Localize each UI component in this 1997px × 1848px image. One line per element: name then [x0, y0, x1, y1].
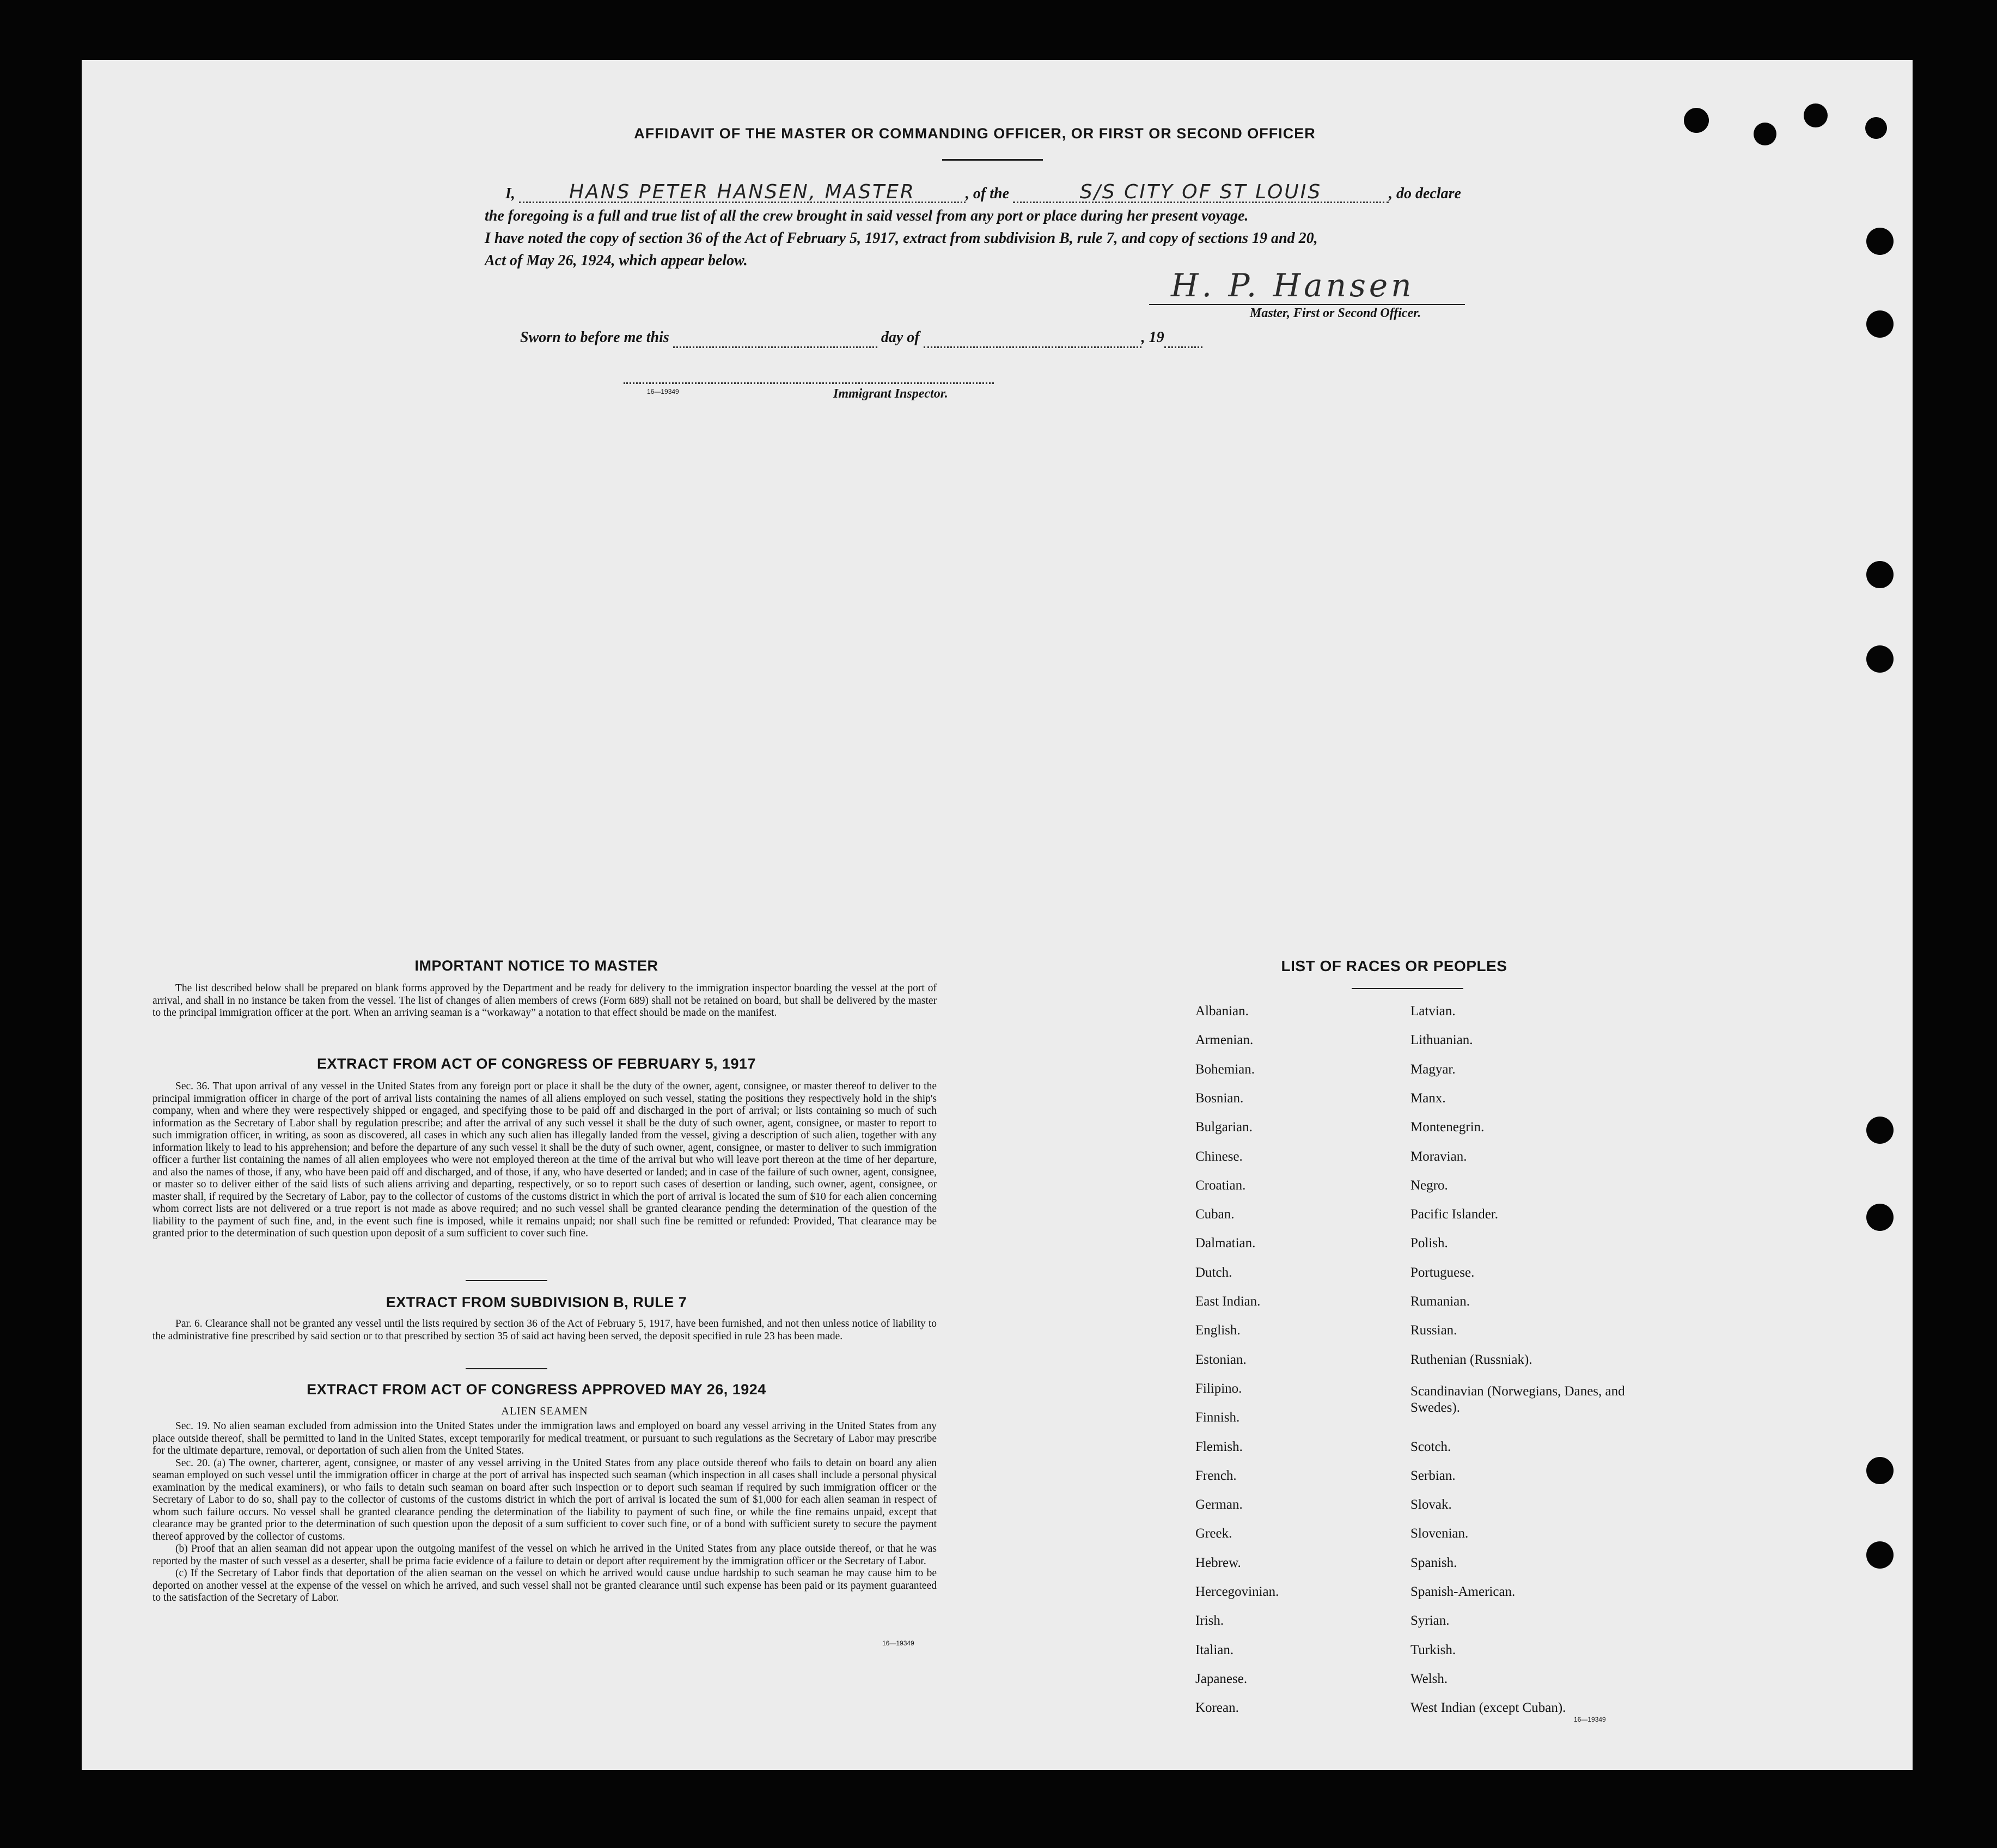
punch-hole	[1866, 645, 1894, 673]
race-item: Lithuanian.	[1410, 1033, 1473, 1048]
race-item: Armenian.	[1195, 1033, 1254, 1048]
punch-hole	[1866, 561, 1894, 588]
day-of-label: day of	[881, 329, 920, 346]
race-item: Dalmatian.	[1195, 1236, 1256, 1251]
race-item: Filipino.	[1195, 1381, 1242, 1396]
race-item: Finnish.	[1195, 1410, 1240, 1425]
race-item: Irish.	[1195, 1613, 1224, 1629]
inspector-signature-line	[624, 382, 994, 384]
punch-hole	[1754, 123, 1776, 145]
race-item: East Indian.	[1195, 1294, 1261, 1309]
race-item: Flemish.	[1195, 1439, 1243, 1454]
extract-1917-title: EXTRACT FROM ACT OF CONGRESS OF FEBRUARY 5, 1917	[316, 1056, 756, 1072]
race-item: Hercegovinian.	[1195, 1584, 1279, 1599]
punch-hole	[1866, 310, 1894, 338]
race-item: Spanish.	[1410, 1555, 1457, 1570]
section-20c-paragraph: (c) If the Secretary of Labor finds that deportation of the alien seaman on the vessel on which he arrived would cause undue hardship to such seaman he may cause him to be deported on another vessel at the expense of the vessel on which he arrived, and such vessel shall not be granted clearance until such expense has been paid or its payment guaranteed to the satisfaction of the Secretary of Labor.	[152, 1568, 937, 1603]
act-1924-title: EXTRACT FROM ACT OF CONGRESS APPROVED MAY 26, 1924	[307, 1381, 766, 1398]
race-item: German.	[1195, 1497, 1243, 1512]
race-item: Negro.	[1410, 1178, 1448, 1193]
master-signature: H. P. Hansen	[1171, 267, 1415, 304]
race-item: Bulgarian.	[1195, 1120, 1253, 1135]
inspector-caption: Immigrant Inspector.	[833, 387, 948, 401]
race-item: Hebrew.	[1195, 1555, 1241, 1570]
race-item: Serbian.	[1410, 1468, 1456, 1483]
form-number: 16—19349	[882, 1639, 914, 1647]
race-item: Pacific Islander.	[1410, 1207, 1499, 1222]
signature-line	[1149, 304, 1465, 305]
race-item: Japanese.	[1195, 1671, 1248, 1686]
par-6-paragraph: Par. 6. Clearance shall not be granted any vessel until the lists required by section 36 of the Act of February 5, 1917, have been furnished, and not then unless notice of liability to the administrative fine prescribed by said section or to that prescribed by section 35 of said act having been served, the deposit specified in rule 23 has been made.	[152, 1318, 937, 1342]
race-item: Croatian.	[1195, 1178, 1246, 1193]
race-item: Manx.	[1410, 1090, 1446, 1106]
declaration-of-the: , of the	[965, 185, 1010, 202]
race-item: Italian.	[1195, 1642, 1234, 1657]
divider	[466, 1368, 547, 1369]
section-19-paragraph: Sec. 19. No alien seaman excluded from admission into the United States under the immigration laws and employed on board any vessel arriving in the United States from any place outside thereof, shall be permitted to land in the United States, except temporarily for medical treatment, or pursuant to such regulations as the Secretary of Labor may prescribe for the ultimate departure, removal, or deportation of such alien from the United States.	[152, 1420, 937, 1456]
race-item: French.	[1195, 1468, 1237, 1483]
section-20b-paragraph: (b) Proof that an alien seaman did not appear upon the outgoing manifest of the vessel on which he arrived in the United States from any place outside thereof, or that he was reported by the master of such vessel as a deserter, shall be prima facie evidence of a failure to detain or deport after requirement by the immigration officer or the Secretary of Labor.	[152, 1543, 937, 1567]
sworn-year-field[interactable]	[1164, 329, 1202, 348]
race-item: Bohemian.	[1195, 1062, 1255, 1077]
race-item: Ruthenian (Russniak).	[1410, 1352, 1532, 1367]
notice-body	[152, 983, 937, 1020]
declaration-i: I,	[505, 185, 515, 202]
race-item: Latvian.	[1410, 1004, 1456, 1018]
notice-title: IMPORTANT NOTICE TO MASTER	[414, 957, 658, 974]
punch-hole	[1865, 117, 1887, 139]
affidavit-declaration	[485, 182, 1509, 272]
declaration-do-declare: , do declare	[1389, 185, 1461, 202]
race-item: Scandinavian (Norwegians, Danes, and Swedes).	[1410, 1383, 1625, 1415]
races-title: LIST OF RACES OR PEOPLES	[1281, 957, 1507, 974]
alien-seamen-subtitle: ALIEN SEAMEN	[501, 1405, 588, 1417]
race-item: Greek.	[1195, 1526, 1232, 1541]
race-item: Syrian.	[1410, 1613, 1450, 1629]
race-item: Chinese.	[1195, 1149, 1243, 1164]
act-1924-body	[152, 1420, 937, 1605]
declaration-line-2: the foregoing is a full and true list of all the crew brought in said vessel from any port or place during her present voyage.	[485, 208, 1249, 224]
race-item: Korean.	[1195, 1700, 1239, 1716]
form-number: 16—19349	[1574, 1716, 1606, 1723]
sworn-month-field[interactable]	[924, 329, 1141, 348]
punch-hole	[1804, 103, 1828, 127]
races-title-divider	[1352, 988, 1463, 989]
affidavit-title: AFFIDAVIT OF THE MASTER OR COMMANDING OFFICER, OR FIRST OR SECOND OFFICER	[634, 125, 1316, 142]
declaration-line-3: I have noted the copy of section 36 of the Act of February 5, 1917, extract from subdivision B, rule 7, and copy of sections 19 and 20,	[485, 230, 1318, 247]
race-item: Estonian.	[1195, 1352, 1247, 1367]
master-name-field[interactable]: HANS PETER HANSEN, MASTER	[519, 183, 966, 203]
notice-paragraph: The list described below shall be prepared on blank forms approved by the Department and be ready for delivery to the immigration inspector boarding the vessel at the port of arrival, and shall in no instance be taken from the vessel. The list of changes of alien members of crews (Form 689) shall not be retained on board, but shall be delivered by the master to the principal immigration officer at the port. When an arriving seaman is a “workaway” a notation to that effect should be made on the manifest.	[152, 983, 937, 1018]
race-item: Spanish-American.	[1410, 1584, 1516, 1599]
race-item: Portuguese.	[1410, 1265, 1475, 1280]
declaration-line-4: Act of May 26, 1924, which appear below.	[485, 252, 748, 269]
rule7-title: EXTRACT FROM SUBDIVISION B, RULE 7	[386, 1294, 687, 1310]
punch-hole	[1866, 1457, 1894, 1484]
punch-hole	[1866, 1204, 1894, 1231]
vessel-name-field[interactable]: S/S CITY OF ST LOUIS	[1013, 183, 1389, 203]
race-item: Slovenian.	[1410, 1526, 1469, 1541]
race-item: English.	[1195, 1323, 1241, 1338]
race-item: Dutch.	[1195, 1265, 1232, 1280]
section-36-paragraph: Sec. 36. That upon arrival of any vessel in the United States from any foreign port or place it shall be the duty of the owner, agent, consignee, or master thereof to deliver to the principal immigration officer in charge of the port of arrival lists containing the names of all aliens employed on such vessel, stating the positions they respectively hold in the ship's company, when and where they were respectively shipped or engaged, and specifying those to be paid off and discharged in the port of arrival; or lists containing so much of such information as the Secretary of Labor shall by regulation prescribe; and after the arrival of any such vessel it shall be the duty of such owner, agent, consignee, or master to report to such immigration officer, in writing, as soon as discovered, all cases in which any such alien has illegally landed from the vessel, giving a description of such alien, together with any information likely to lead to his apprehension; and before the departure of any such vessel it shall be the duty of such owner, agent, consignee, or master to deliver to such immigration officer a further list containing the names of all alien employees who were not employed thereon at the time of the arrival but who will leave port thereon at the time of her departure, and also the names of those, if any, who have been paid off and discharged, and of those, if any, who have deserted or landed; and in case of the failure of such owner, agent, consignee, or master so to deliver either of the said lists of such aliens arriving and departing, respectively, or so to report such cases of desertion or landing, such owner, agent, consignee, or master shall, if required by the Secretary of Labor, pay to the collector of customs of the customs district in which the port of arrival is located the sum of $10 for each alien concerning whom correct lists are not delivered or a true report is not made as above required; and no such vessel shall be granted clearance pending the determination of the question of the liability to the payment of such fine, and, in the event such fine is imposed, while it remains unpaid; nor shall such fine be remitted or refunded: Provided, That clearance may be granted prior to the determination of such question upon deposit of a sum sufficient to cover such fine.	[152, 1081, 937, 1239]
race-item: Turkish.	[1410, 1642, 1456, 1657]
sworn-day-field[interactable]	[673, 329, 877, 348]
race-item: Albanian.	[1195, 1004, 1249, 1018]
extract-1917-body	[152, 1081, 937, 1240]
race-item: Polish.	[1410, 1236, 1448, 1251]
race-item: Welsh.	[1410, 1671, 1448, 1686]
race-item: Rumanian.	[1410, 1294, 1470, 1309]
divider	[466, 1280, 547, 1281]
race-item: Magyar.	[1410, 1062, 1456, 1077]
race-item: Cuban.	[1195, 1207, 1235, 1222]
signature-caption: Master, First or Second Officer.	[1250, 306, 1421, 320]
title-divider	[942, 159, 1043, 161]
sworn-line	[520, 329, 1202, 348]
punch-hole	[1866, 228, 1894, 255]
race-item: West Indian (except Cuban).	[1410, 1700, 1566, 1716]
year-label: , 19	[1141, 329, 1164, 346]
race-item: Russian.	[1410, 1323, 1457, 1338]
punch-hole	[1866, 1117, 1894, 1144]
race-item: Slovak.	[1410, 1497, 1452, 1512]
punch-hole	[1866, 1541, 1894, 1569]
punch-hole	[1684, 108, 1709, 133]
sworn-label: Sworn to before me this	[520, 329, 669, 346]
rule7-body	[152, 1318, 937, 1343]
race-item: Montenegrin.	[1410, 1120, 1485, 1135]
race-item: Scotch.	[1410, 1439, 1451, 1454]
section-20a-paragraph: Sec. 20. (a) The owner, charterer, agent, consignee, or master of any vessel arriving in the United States from any place outside thereof who fails to detain on board any alien seaman employed on such vessel until the immigration officer in charge at the port of arrival has inspected such seaman (which inspection in all cases shall include a personal physical examination by the medical examiners), or who fails to detain such seaman on board after such inspection or to deport such seaman if required by such immigration officer or the Secretary of Labor to do so, shall pay to the collector of customs of the customs district in which the port of arrival is located the sum of $1,000 for each alien seaman in respect of whom such failure occurs. No vessel shall be granted clearance pending the determination of the liability to payment of such fine, or while the fine remains unpaid, except that clearance may be granted prior to the determination of such question upon the deposit of a sum sufficient to cover such fine, or of a bond with sufficient surety to secure the payment thereof approved by the collector of customs.	[152, 1457, 937, 1542]
race-item: Bosnian.	[1195, 1090, 1244, 1106]
race-item: Moravian.	[1410, 1149, 1467, 1164]
form-number: 16—19349	[647, 388, 679, 395]
